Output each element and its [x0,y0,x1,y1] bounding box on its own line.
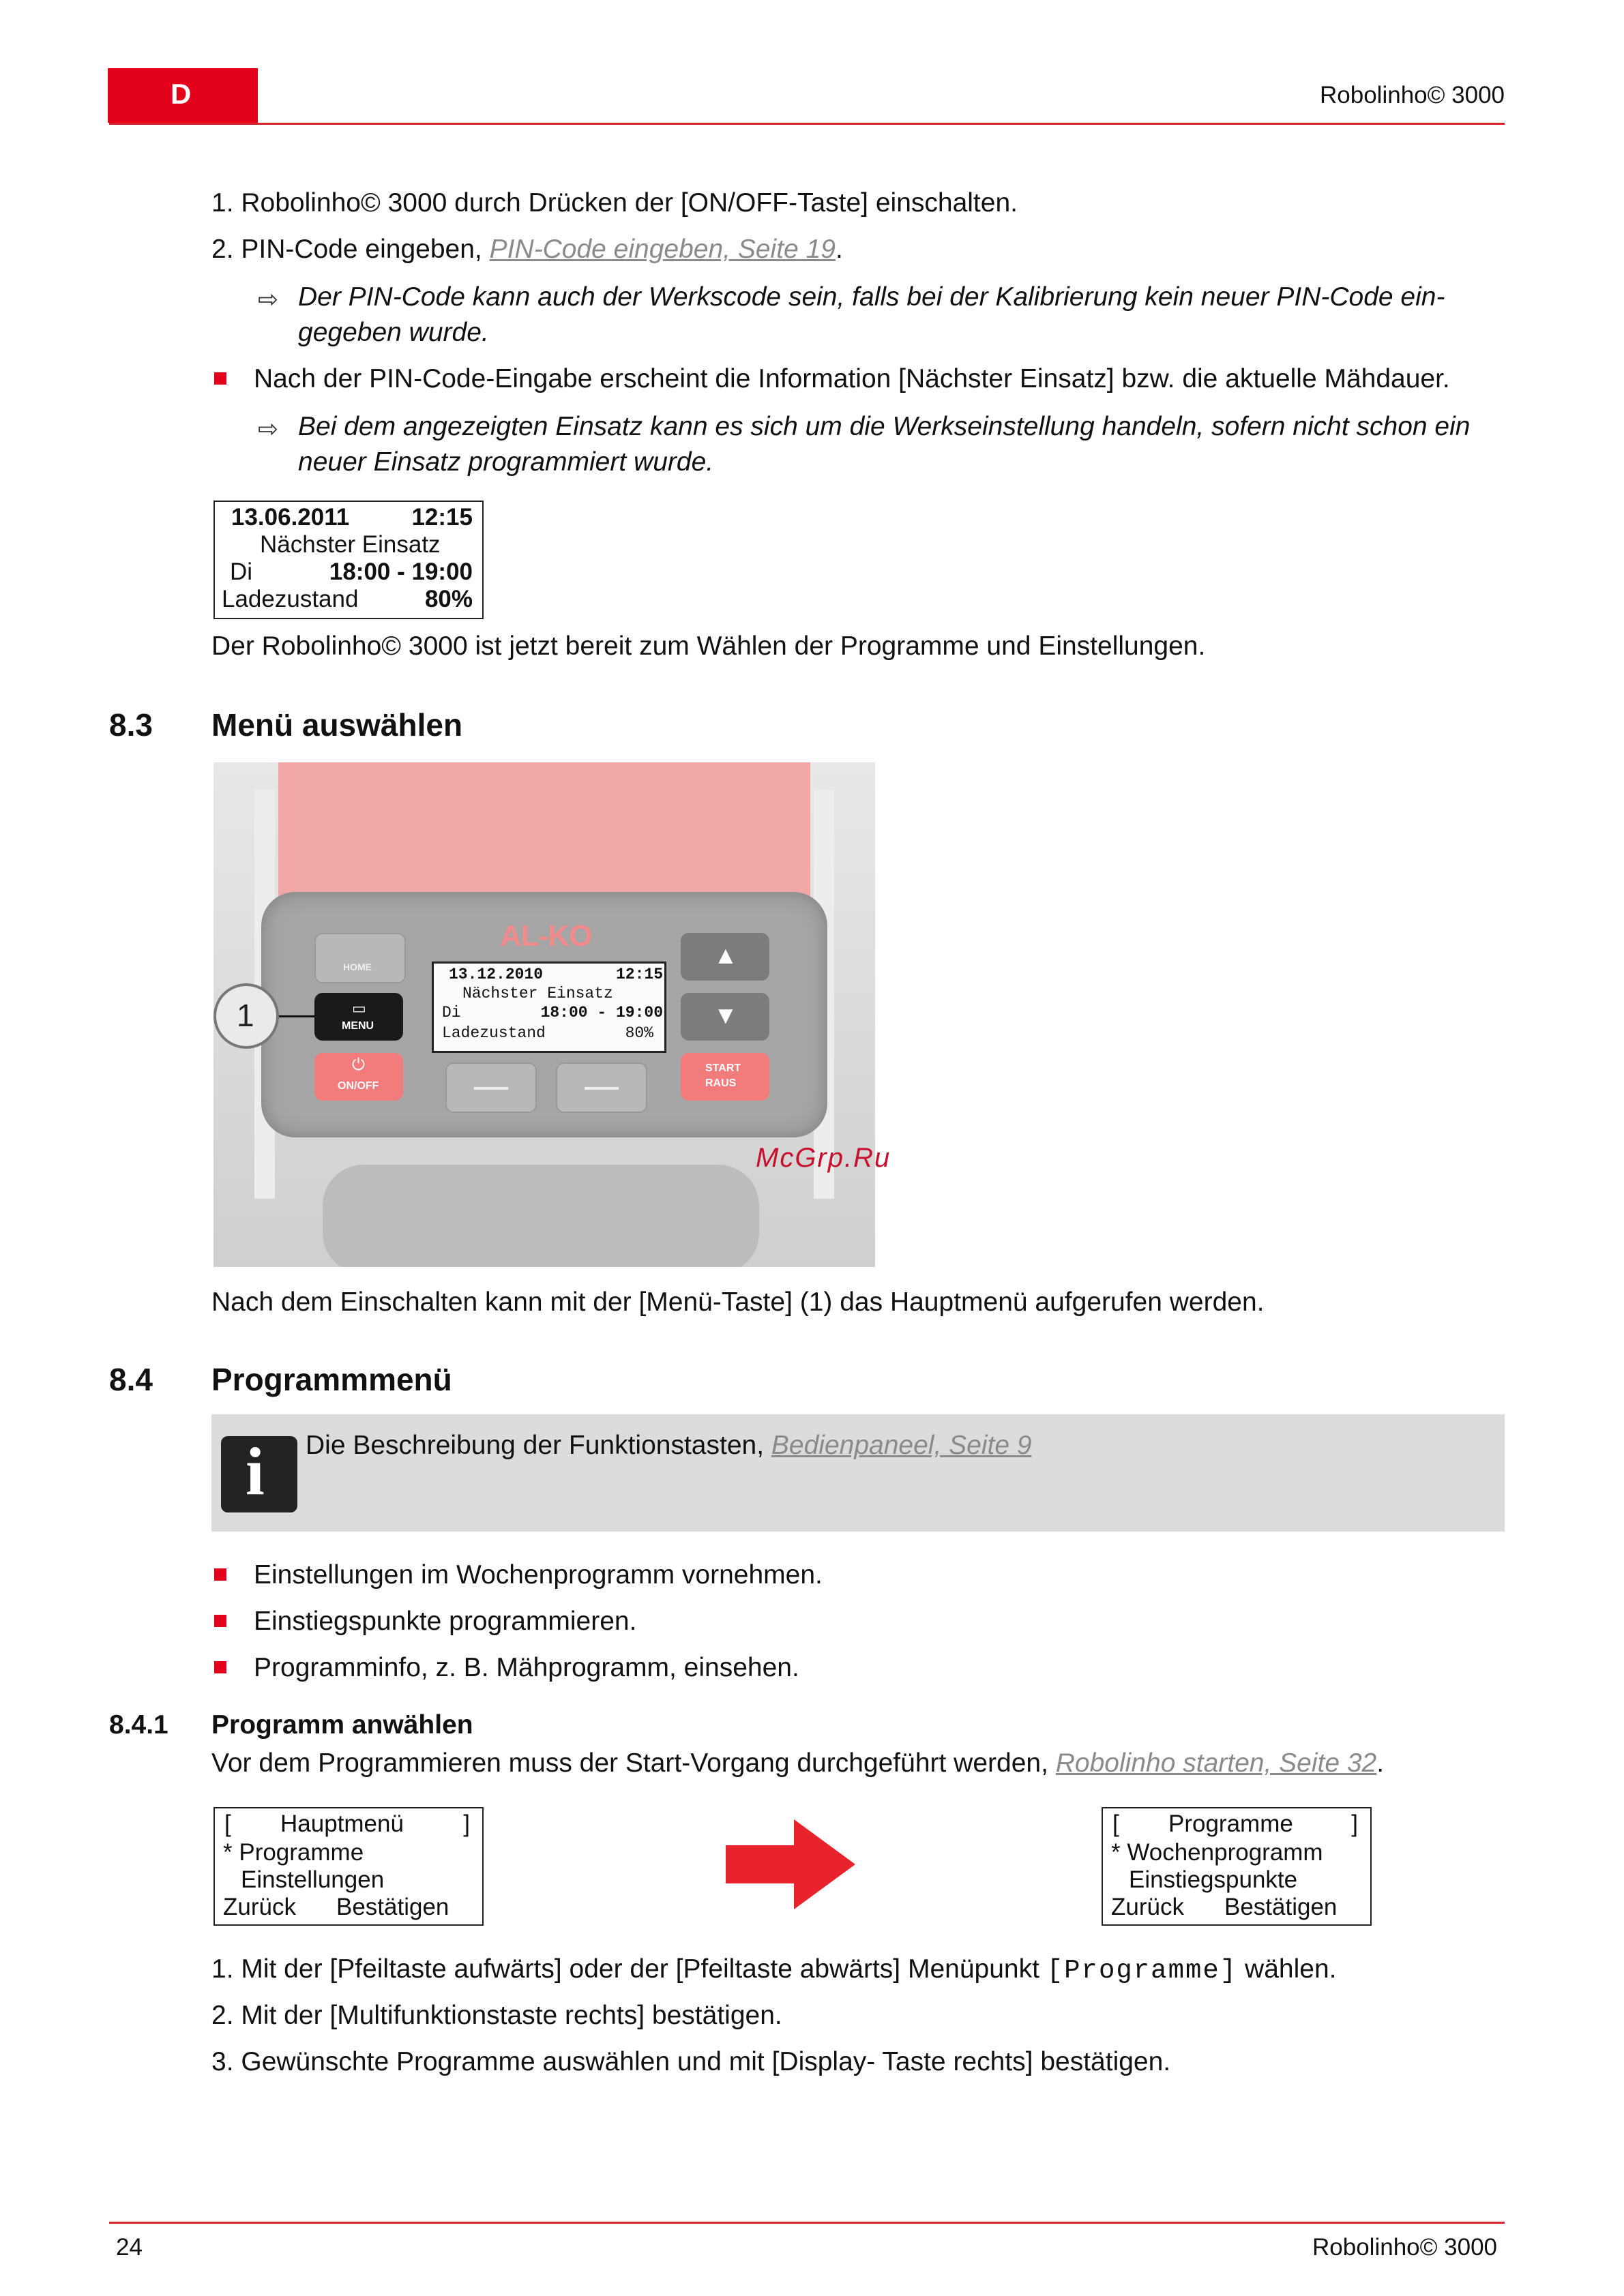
menu-title: Programme [1168,1810,1293,1837]
display-time: 12:15 [411,504,473,531]
next-arrow-icon [726,1819,855,1909]
onoff-button[interactable]: ⏻ ON/OFF [314,1053,403,1101]
info-icon: i [221,1436,297,1512]
home-button[interactable]: HOME [314,933,406,983]
bullet-list-item: Programminfo, z. B. Mähprogramm, einsehen. [254,1653,799,1682]
select-step-1: 1. Mit der [Pfeiltaste aufwärts] oder der [Pfeiltaste abwärts] Menüpunkt [Programme] wählen. [211,1954,1337,1986]
bullet-square-icon [214,1661,226,1673]
result-arrow-icon: ⇨ [258,415,279,443]
note-1-line-1: Der PIN-Code kann auch der Werkscode sein, falls bei der Kalibrierung kein neuer PIN-Code ein- [298,282,1445,312]
arrow-up-icon: ▲ [713,941,738,969]
menu-title: Hauptmenü [280,1810,404,1837]
section-8-4-1-title: Programm anwählen [211,1710,473,1740]
display-next-run [213,501,484,619]
footer-rule [109,2222,1505,2224]
page-number: 24 [116,2234,143,2261]
menu-item-selected: * Wochenprogramm [1111,1839,1323,1866]
bullet-info: Nach der PIN-Code-Eingabe erscheint die Information [Nächster Einsatz] bzw. die aktuelle Mähdauer. [254,364,1450,393]
step-1: 1. Robolinho© 3000 durch Drücken der [ON/OFF-Taste] einschalten. [211,188,1018,218]
display-day: Di [230,558,253,585]
softkey-right[interactable] [556,1062,647,1113]
note-1-line-2: gegeben wurde. [298,318,489,347]
section-8-4-1-number: 8.4.1 [109,1710,168,1740]
start-robolinho-link[interactable]: Robolinho starten, Seite 32 [1055,1748,1377,1778]
section-8-4-title: Programmmenü [211,1362,452,1397]
panel-lcd: 13.12.2010 12:15 Nächster Einsatz Di 18:00 - 19:00 Ladezustand 80% [432,961,666,1053]
ready-text: Der Robolinho© 3000 ist jetzt bereit zum Wählen der Programme und Einstellungen. [211,631,1206,661]
softkey-back-label: Zurück [223,1894,296,1920]
display-date: 13.06.2011 [231,504,350,531]
display-program-menu: [ Programme ] * Wochenprogramm Einstiegspunkte Zurück Bestätigen [1102,1807,1372,1926]
header-product: Robolinho© 3000 [1320,82,1505,108]
softkey-confirm-label: Bestätigen [336,1894,449,1920]
note-2-line-2: neuer Einsatz programmiert wurde. [298,447,714,477]
bullet-list-item: Einstellungen im Wochenprogramm vornehmen. [254,1560,823,1590]
callout-marker: 1 [213,983,279,1049]
softkey-left[interactable] [445,1062,537,1113]
power-icon: ⏻ [352,1056,365,1074]
display-battery-value: 80% [424,586,473,612]
section-8-4-1-intro: Vor dem Programmieren muss der Start-Vorgang durchgeführt werden, Robolinho starten, Seite 32. [211,1748,1385,1778]
select-step-3: 3. Gewünschte Programme auswählen und mit [Display- Taste rechts] bestätigen. [211,2047,1171,2076]
red-lid [278,762,810,909]
softkey-back-label: Zurück [1111,1894,1184,1920]
display-battery-label: Ladezustand [222,586,359,612]
display-title: Nächster Einsatz [260,531,441,558]
menu-item: Einstellungen [241,1866,385,1893]
header-rule [109,123,1505,125]
display-range: 18:00 - 19:00 [329,558,473,585]
section-8-3-title: Menü auswählen [211,707,463,743]
menu-button[interactable]: ▭ MENU [314,993,403,1041]
handle-recess [323,1165,759,1267]
info-box [211,1414,1505,1532]
note-2-line-1: Bei dem angezeigten Einsatz kann es sich um die Werkseinstellung handeln, sofern nicht schon ein [298,412,1471,441]
display-main-menu: [ Hauptmenü ] * Programme Einstellungen Zurück Bestätigen [213,1807,484,1926]
start-button[interactable]: START RAUS [681,1053,769,1101]
footer-product: Robolinho© 3000 [1312,2234,1497,2261]
pin-code-link[interactable]: PIN-Code eingeben, Seite 19 [489,235,836,264]
section-8-3-caption: Nach dem Einschalten kann mit der [Menü-Taste] (1) das Hauptmenü aufgerufen werden. [211,1287,1265,1317]
section-8-4-number: 8.4 [109,1362,153,1397]
menu-code: [Programme] [1046,1956,1238,1986]
bullet-list-item: Einstiegspunkte programmieren. [254,1607,637,1636]
watermark: McGrp.Ru [756,1143,891,1173]
select-step-2: 2. Mit der [Multifunktionstaste rechts] bestätigen. [211,2001,782,2030]
bullet-square-icon [214,1568,226,1581]
bullet-square-icon [214,1615,226,1627]
arrow-up-button[interactable] [681,933,769,981]
softkey-confirm-label: Bestätigen [1224,1894,1338,1920]
result-arrow-icon: ⇨ [258,285,279,313]
menu-item-selected: * Programme [223,1839,364,1866]
callout-line [275,1015,316,1017]
brand-logo: AL-KO [500,919,592,953]
arrow-down-button[interactable] [681,993,769,1041]
menu-icon: ▭ [352,1000,366,1017]
section-8-3-number: 8.3 [109,707,153,743]
control-panel-link[interactable]: Bedienpaneel, Seite 9 [771,1431,1032,1460]
step-2: 2. PIN-Code eingeben, PIN-Code eingeben, Seite 19. [211,235,843,264]
menu-item: Einstiegspunkte [1129,1866,1298,1893]
info-text: Die Beschreibung der Funktionstasten, Bedienpaneel, Seite 9 [306,1431,1032,1460]
arrow-down-icon: ▼ [713,1001,738,1029]
language-tab-label: D [171,78,192,110]
language-tab [108,68,258,123]
bullet-square-icon [214,372,226,385]
control-panel-photo [213,762,875,1267]
